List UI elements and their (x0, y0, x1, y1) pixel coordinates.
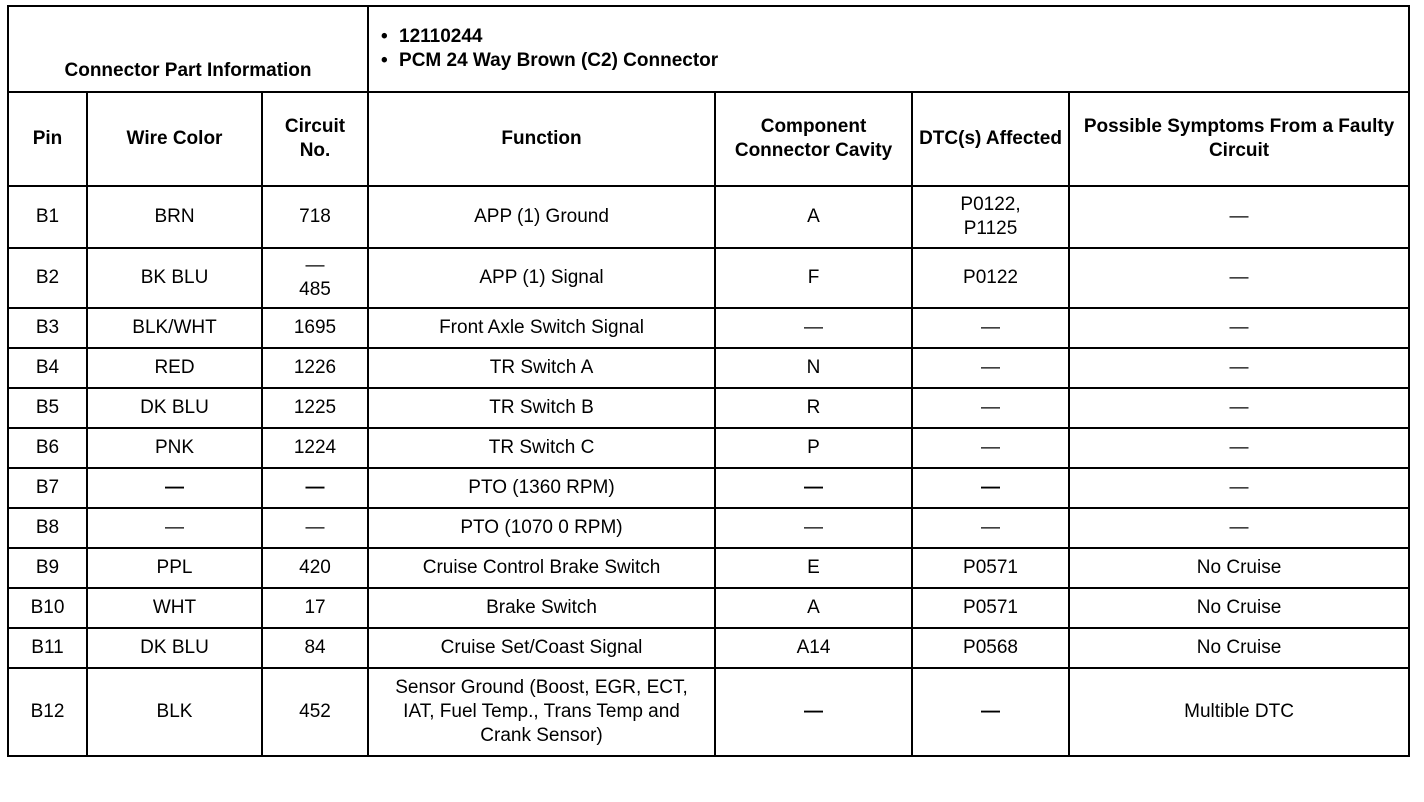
cell-dtc: P0571 (912, 588, 1069, 628)
cell-wire-color: DK BLU (87, 628, 262, 668)
cell-pin: B1 (8, 186, 87, 248)
cell-symptom: — (1069, 508, 1409, 548)
cell-function: APP (1) Signal (368, 248, 715, 308)
cell-circuit: — (262, 508, 368, 548)
cell-circuit: 84 (262, 628, 368, 668)
cell-function: TR Switch B (368, 388, 715, 428)
header-pin: Pin (8, 92, 87, 186)
circuit-number: 485 (299, 279, 331, 300)
cell-function: PTO (1360 RPM) (368, 468, 715, 508)
cell-circuit (262, 248, 368, 308)
header-dtc: DTC(s) Affected (912, 92, 1069, 186)
cell-wire-color: BRN (87, 186, 262, 248)
cell-symptom: — (1069, 248, 1409, 308)
cell-function: Brake Switch (368, 588, 715, 628)
cell-symptom: — (1069, 428, 1409, 468)
cell-cavity: A14 (715, 628, 912, 668)
table-row (8, 308, 1409, 348)
cell-function: APP (1) Ground (368, 186, 715, 248)
cell-dtc: P0571 (912, 548, 1069, 588)
table-row (8, 468, 1409, 508)
cell-wire-color: DK BLU (87, 388, 262, 428)
cell-dtc: P0122, P1125 (912, 186, 1069, 248)
connector-info-label: Connector Part Information (8, 6, 368, 92)
cell-dtc: — (912, 668, 1069, 756)
cell-dtc: — (912, 508, 1069, 548)
cell-dtc: — (912, 308, 1069, 348)
cell-pin: B3 (8, 308, 87, 348)
cell-cavity: — (715, 468, 912, 508)
cell-wire-color: PNK (87, 428, 262, 468)
cell-dtc: — (912, 348, 1069, 388)
circuit-dash: — (305, 255, 325, 276)
cell-dtc: — (912, 468, 1069, 508)
cell-dtc: P0568 (912, 628, 1069, 668)
cell-symptom: — (1069, 348, 1409, 388)
cell-cavity: A (715, 588, 912, 628)
cell-cavity: — (715, 308, 912, 348)
header-wire-color: Wire Color (87, 92, 262, 186)
header-component-cavity: Component Connector Cavity (715, 92, 912, 186)
cell-symptom: No Cruise (1069, 588, 1409, 628)
table-row (8, 388, 1409, 428)
table-row (8, 588, 1409, 628)
cell-symptom: Multible DTC (1069, 668, 1409, 756)
connector-info-list (368, 6, 1409, 92)
cell-circuit: 1695 (262, 308, 368, 348)
cell-cavity: N (715, 348, 912, 388)
cell-dtc: P0122 (912, 248, 1069, 308)
header-circuit-no: Circuit No. (262, 92, 368, 186)
cell-cavity: P (715, 428, 912, 468)
cell-pin: B2 (8, 248, 87, 308)
cell-symptom: — (1069, 468, 1409, 508)
cell-pin: B10 (8, 588, 87, 628)
header-function: Function (368, 92, 715, 186)
cell-pin: B6 (8, 428, 87, 468)
cell-dtc: — (912, 388, 1069, 428)
cell-cavity: — (715, 508, 912, 548)
cell-pin: B11 (8, 628, 87, 668)
cell-function: TR Switch C (368, 428, 715, 468)
table-row (8, 248, 1409, 308)
cell-function: Sensor Ground (Boost, EGR, ECT, IAT, Fuel Temp., Trans Temp and Crank Sensor) (368, 668, 715, 756)
cell-symptom: — (1069, 388, 1409, 428)
cell-pin: B4 (8, 348, 87, 388)
cell-cavity: R (715, 388, 912, 428)
cell-pin: B8 (8, 508, 87, 548)
cell-function: Front Axle Switch Signal (368, 308, 715, 348)
table-row (8, 428, 1409, 468)
cell-circuit: 718 (262, 186, 368, 248)
cell-wire-color: BK BLU (87, 248, 262, 308)
cell-circuit: — (262, 468, 368, 508)
cell-wire-color: — (87, 468, 262, 508)
cell-wire-color: RED (87, 348, 262, 388)
table-row (8, 508, 1409, 548)
table-row (8, 548, 1409, 588)
cell-pin: B7 (8, 468, 87, 508)
connector-info-row (8, 6, 1409, 92)
cell-circuit: 420 (262, 548, 368, 588)
cell-circuit: 1226 (262, 348, 368, 388)
cell-symptom: No Cruise (1069, 548, 1409, 588)
cell-symptom: No Cruise (1069, 628, 1409, 668)
table-row (8, 348, 1409, 388)
cell-symptom: — (1069, 308, 1409, 348)
cell-function: TR Switch A (368, 348, 715, 388)
cell-circuit: 1224 (262, 428, 368, 468)
cell-cavity: E (715, 548, 912, 588)
header-symptoms: Possible Symptoms From a Faulty Circuit (1069, 92, 1409, 186)
cell-dtc: — (912, 428, 1069, 468)
pinout-table (7, 5, 1410, 757)
cell-symptom: — (1069, 186, 1409, 248)
cell-wire-color: BLK (87, 668, 262, 756)
cell-wire-color: BLK/WHT (87, 308, 262, 348)
cell-circuit: 452 (262, 668, 368, 756)
table-row (8, 186, 1409, 248)
cell-cavity: — (715, 668, 912, 756)
connector-part-number: • 12110244 (399, 25, 1402, 49)
cell-pin: B9 (8, 548, 87, 588)
table-row (8, 668, 1409, 756)
column-header-row (8, 92, 1409, 186)
connector-pinout-document (7, 5, 1410, 757)
cell-wire-color: — (87, 508, 262, 548)
cell-pin: B12 (8, 668, 87, 756)
cell-cavity: F (715, 248, 912, 308)
cell-pin: B5 (8, 388, 87, 428)
cell-function: Cruise Set/Coast Signal (368, 628, 715, 668)
cell-function: PTO (1070 0 RPM) (368, 508, 715, 548)
cell-circuit: 1225 (262, 388, 368, 428)
cell-wire-color: PPL (87, 548, 262, 588)
cell-wire-color: WHT (87, 588, 262, 628)
connector-description: • PCM 24 Way Brown (C2) Connector (399, 49, 1402, 73)
cell-function: Cruise Control Brake Switch (368, 548, 715, 588)
table-row (8, 628, 1409, 668)
cell-cavity: A (715, 186, 912, 248)
cell-circuit: 17 (262, 588, 368, 628)
